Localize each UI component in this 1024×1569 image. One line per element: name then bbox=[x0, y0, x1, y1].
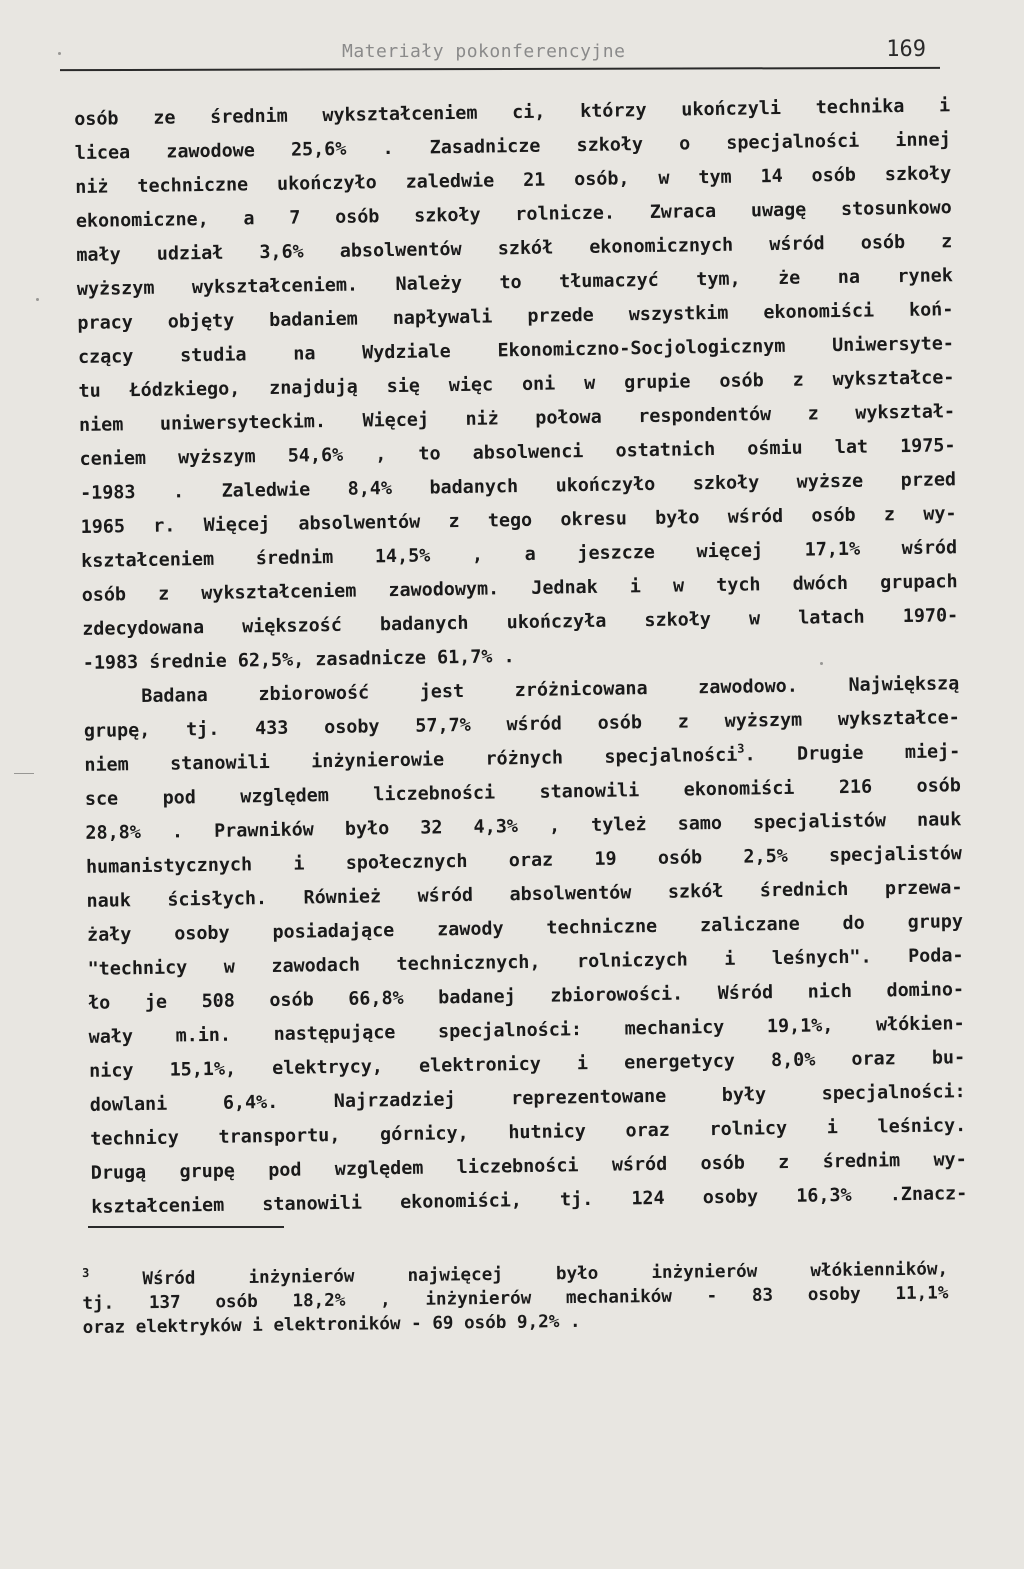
body-line: kształceniem stanowili ekonomiści, tj. 124 osoby 16,3% .Znacz- bbox=[91, 1183, 968, 1218]
body-line: kształceniem średnim 14,5% , a jeszcze więcej 17,1% wśród bbox=[81, 537, 958, 572]
body-line: wały m.in. następujące specjalności: mechanicy 19,1%, włókien- bbox=[88, 1013, 965, 1048]
body-line: technicy transportu, górnicy, hutnicy oraz rolnicy i leśnicy. bbox=[90, 1115, 967, 1150]
paper-speck bbox=[58, 52, 61, 55]
body-line: -1983 . Zaledwie 8,4% badanych ukończyło szkoły wyższe przed bbox=[79, 469, 957, 504]
body-line: 28,8% . Prawników było 32 4,3% , tyleż samo specjalistów nauk bbox=[85, 809, 962, 844]
body-line: osób ze średnim wykształceniem ci, którzy ukończyli technika i bbox=[74, 95, 951, 130]
body-line: Drugą grupę pod względem liczebności wśród osób z średnim wy- bbox=[90, 1149, 967, 1184]
page-number: 169 bbox=[886, 37, 926, 62]
paragraph-start-line: Badana zbiorowość jest zróżnicowana zawodowo. Największą bbox=[141, 673, 960, 708]
body-line: humanistycznych i społecznych oraz 19 osób 2,5% specjalistów bbox=[85, 843, 963, 878]
footnote-rule bbox=[88, 1226, 284, 1228]
footnote-line: oraz elektryków i elektroników - 69 osób 9,2% . bbox=[82, 1311, 581, 1338]
body-line: -1983 średnie 62,5%, zasadnicze 61,7% . bbox=[82, 646, 515, 674]
footnote-text: Wśród inżynierów najwięcej było inżynierów włókienników, bbox=[142, 1259, 949, 1290]
body-line: nicy 15,1%, elektrycy, elektronicy i energetycy 8,0% oraz bu- bbox=[89, 1047, 966, 1082]
body-line: żały osoby posiadające zawody techniczne zaliczane do grupy bbox=[86, 911, 964, 946]
body-line: osób z wykształceniem zawodowym. Jednak i w tych dwóch grupach bbox=[81, 571, 958, 606]
body-line: grupę, tj. 433 osoby 57,7% wśród osób z wyższym wykształce- bbox=[83, 707, 960, 742]
body-line: niem uniwersyteckim. Więcej niż połowa respondentów z wykształ- bbox=[78, 401, 956, 436]
body-line: ło je 508 osób 66,8% badanej zbiorowości. Wśród nich domino- bbox=[87, 979, 965, 1014]
body-line: czący studia na Wydziale Ekonomiczno-Socjologicznym Uniwersyte- bbox=[77, 333, 955, 368]
body-line: wyższym wykształceniem. Należy to tłumaczyć tym, że na rynek bbox=[76, 265, 953, 300]
body-line: ceniem wyższym 54,6% , to absolwenci ostatnich ośmiu lat 1975- bbox=[79, 435, 956, 470]
body-line: "technicy w zawodach technicznych, rolniczych i leśnych". Poda- bbox=[87, 945, 964, 980]
body-line: pracy objęty badaniem napływali przede wszystkim ekonomiści koń- bbox=[77, 299, 954, 334]
paper-speck bbox=[36, 298, 39, 301]
body-line-text: niem stanowili inżynierowie różnych specjalności bbox=[84, 744, 738, 776]
paper-speck bbox=[820, 662, 823, 665]
body-line: niż techniczne ukończyło zaledwie 21 osób, w tym 14 osób szkoły bbox=[75, 163, 952, 198]
paper-speck bbox=[14, 773, 34, 774]
running-title: Materiały pokonferencyjne bbox=[342, 41, 626, 62]
body-text bbox=[74, 89, 968, 1225]
body-line: tu Łódzkiego, znajdują się więc oni w grupie osób z wykształce- bbox=[78, 367, 955, 402]
body-line: ekonomiczne, a 7 osób szkoły rolnicze. Zwraca uwagę stosunkowo bbox=[75, 197, 952, 232]
body-line: mały udział 3,6% absolwentów szkół ekonomicznych wśród osób z bbox=[76, 231, 953, 266]
body-line: nauk ścisłych. Również wśród absolwentów szkół średnich przewa- bbox=[86, 877, 963, 912]
body-line: zdecydowana większość badanych ukończyła szkoły w latach 1970- bbox=[82, 605, 959, 640]
footnote-line: tj. 137 osób 18,2% , inżynierów mechaników - 83 osoby 11,1% bbox=[82, 1283, 949, 1314]
body-line: sce pod względem liczebności stanowili ekonomiści 216 osób bbox=[84, 775, 961, 810]
footnotes bbox=[82, 1257, 949, 1340]
footnote-marker: 3 bbox=[81, 1265, 90, 1280]
body-line: dowlani 6,4%. Najrzadziej reprezentowane były specjalności: bbox=[89, 1081, 966, 1116]
body-line: licea zawodowe 25,6% . Zasadnicze szkoły o specjalności innej bbox=[74, 129, 951, 164]
body-line-tail: . Drugie miej- bbox=[744, 741, 961, 766]
footnote-reference: 3 bbox=[737, 741, 745, 756]
body-line: 1965 r. Więcej absolwentów z tego okresu było wśród osób z wy- bbox=[80, 503, 957, 538]
